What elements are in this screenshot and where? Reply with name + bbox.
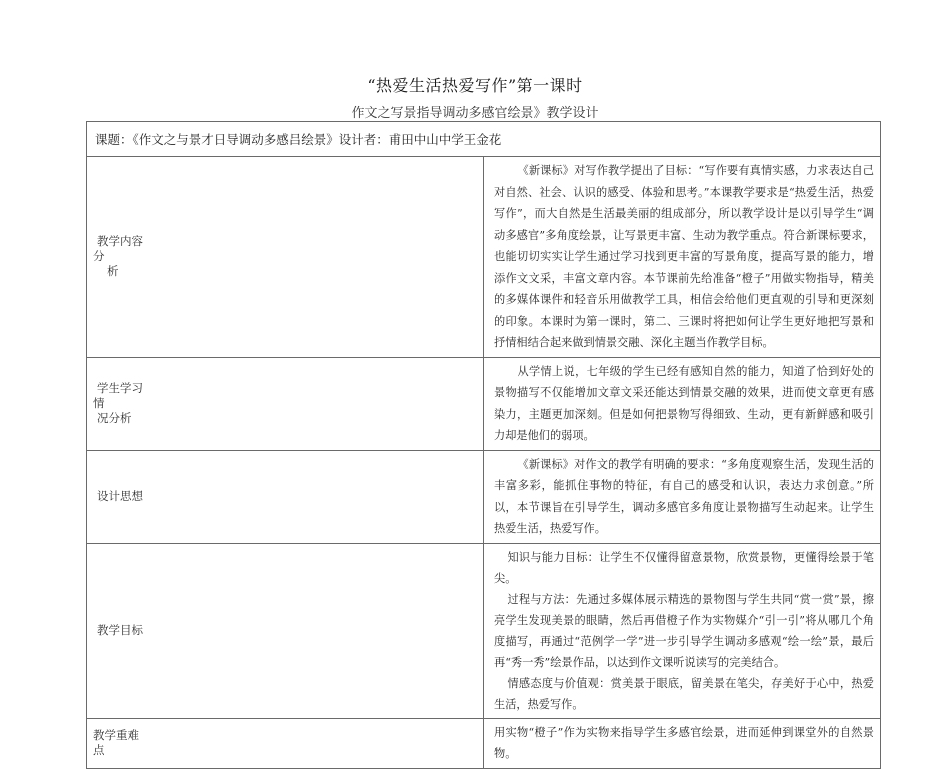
row-content-goals	[484, 543, 881, 718]
table-row	[87, 357, 881, 450]
table-row	[87, 450, 881, 543]
row-content-keypoints: 用实物“橙子”作为实物来指导学生多感官绘景，进而延伸到课堂外的自然景物。	[484, 718, 881, 768]
row-label-keypoints: 教学重难 点	[87, 718, 484, 768]
lesson-plan-table	[86, 121, 881, 769]
document-subtitle: 作文之写景指导调动多感官绘景》教学设计	[351, 106, 599, 121]
course-header: 课题：《作文之与景才日导调动多感吕绘景》设计者：甫田中山中学王金花	[87, 122, 881, 157]
row-label-idea: 设计思想	[87, 450, 484, 543]
table-header-row	[87, 122, 881, 157]
goal-process: 过程与方法：先通过多媒体展示精选的景物图与学生共同“赏一赏”景，擦亮学生发现美景的眼睛，然后再借橙子作为实物媒介“引一引”将从哪几个角度描写，再通过“范例学一学”进一步引导学生调动多感观“绘一绘”景，最后再“秀一秀”绘景作品，以达到作文课听说读写的完美结合。	[494, 592, 874, 669]
document-title: “热爱生活热爱写作”第一课时	[367, 76, 583, 95]
table-row	[87, 157, 881, 358]
goal-emotion: 情感态度与价值观：赏美景于眼底，留美景在笔尖，存美好于心中，热爱生活，热爱写作。	[494, 676, 874, 711]
row-content-students: 从学情上说，七年级的学生已经有感知自然的能力，知道了恰到好处的景物描写不仅能增加文章文采还能达到情景交融的效果，进而使文章更有感染力，主题更加深刻。但是如何把景物写得细致、生动，更有新鲜感和吸引力却是他们的弱项。	[484, 357, 881, 450]
row-label-students: 学生学习 情 况分析	[87, 357, 484, 450]
table-row	[87, 543, 881, 718]
row-label-analysis: 教学内容 分 析	[87, 157, 484, 358]
table-row	[87, 718, 881, 768]
row-label-goals: 教学目标	[87, 543, 484, 718]
goal-knowledge: 知识与能力目标：让学生不仅懂得留意景物，欣赏景物，更懂得绘景于笔尖。	[494, 550, 874, 585]
row-content-idea: 《新课标》对作文的教学有明确的要求：“多角度观察生活，发现生活的丰富多彩，能抓住事物的特征，有自己的感受和认识，表达力求创意。”所以，本节课旨在引导学生，调动多感官多角度让景物描写生动起来。让学生热爱生活，热爱写作。	[484, 450, 881, 543]
row-content-analysis: 《新课标》对写作教学提出了目标：“写作要有真情实感，力求表达自己对自然、社会、认识的感受、体验和思考。”本课教学要求是“热爱生活，热爱写作”，而大自然是生活最美丽的组成部分，所以教学设计是以引导学生“调动多感官”多角度绘景，让写景更丰富、生动为教学重点。符合新课标要求，也能切切实实让学生通过学习找到更丰富的写景角度，提高写景的能力，增添作文文采，丰富文章内容。本节课前先给准备“橙子”用做实物指导，精美的多媒体课件和轻音乐用做教学工具，相信会给他们更直观的引导和更深刻的印象。本课时为第一课时，第二、三课时将把如何让学生更好地把写景和抒情相结合起来做到情景交融、深化主题当作教学目标。	[484, 157, 881, 358]
